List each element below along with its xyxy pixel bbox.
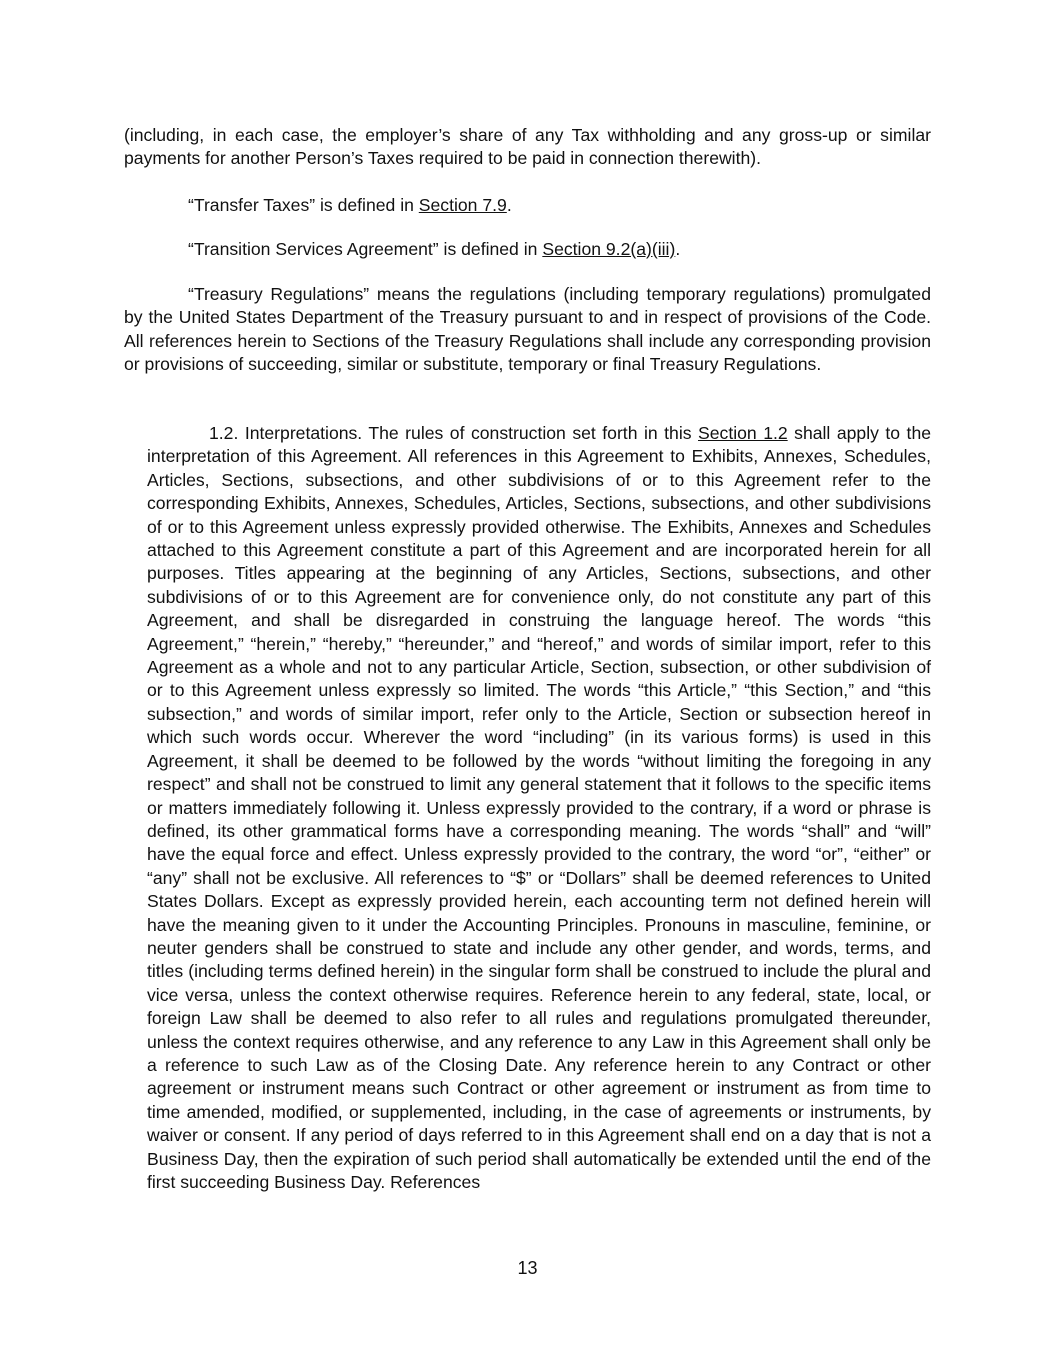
paragraph-interpretations [147, 422, 931, 1194]
section-9-2-a-iii-reference: Section 9.2(a)(iii) [542, 239, 676, 259]
paragraph-treasury-regulations-definition: “Treasury Regulations” means the regulations (including temporary regulations) promulgated by the United States Department of the Treasury pursuant to and in respect of provisions of the Code. All references herein to Sections of the Treasury Regulations shall include any corresponding provision or provisions of succeeding, similar or substitute, temporary or final Treasury Regulations. [124, 284, 931, 375]
tsa-text: “Transition Services Agreement” is defined in [188, 239, 543, 259]
section-1-2-reference: Section 1.2 [698, 423, 788, 443]
interpretations-heading: 1.2. Interpretations. [209, 423, 363, 443]
paragraph-transition-services-definition [124, 238, 931, 261]
paragraph-continuation: (including, in each case, the employer’s share of any Tax withholding and any gross-up or similar payments for another Person’s Taxes required to be paid in connection therewith). [124, 125, 931, 169]
section-7-9-reference: Section 7.9 [418, 195, 507, 215]
transfer-taxes-period: . [506, 195, 512, 215]
interpretations-text-start: The rules of construction set forth in this [362, 423, 699, 443]
page-number: 13 [517, 1258, 538, 1278]
transfer-taxes-text: “Transfer Taxes” is defined in [188, 195, 419, 215]
interpretations-text-body: shall apply to the interpretation of this Agreement. All references in this Agreement to Exhibits, Annexes, Schedules, Articles, Sections, subsections, and other subdivisions of or to this Agreement refer to the corresponding Exhibits, Annexes, Schedules, Articles, Sections, subsections, and other subdivisions of or to this Agreement unless expressly provided otherwise. The Exhibits, Annexes and Schedules attached to this Agreement constitute a part of this Agreement and are incorporated herein for all purposes. Titles appearing at the beginning of any Articles, Sections, subsections, and other subdivisions of or to this Agreement are for convenience only, do not constitute any part of this Agreement, and shall be disregarded in construing the language hereof. The words “this Agreement,” “herein,” “hereby,” “hereunder,” and “hereof,” and words of similar import, refer to this Agreement as a whole and not to any particular Article, Section, subsection, or other subdivision of or to this Agreement unless expressly so limited. The words “this Article,” “this Section,” and “this subsection,” and words of similar import, refer only to the Article, Section or subsection hereof in which such words occur. Wherever the word “including” (in its various forms) is used in this Agreement, it shall be deemed to be followed by the words “without limiting the foregoing in any respect” and shall not be construed to limit any general statement that it follows to the specific items or matters immediately following it. Unless expressly provided to the contrary, if a word or phrase is defined, its other grammatical forms have a corresponding meaning. The words “shall” and “will” have the equal force and effect. Unless expressly provided to the contrary, the word “or”, “either” or “any” shall not be exclusive. All references to “$” or “Dollars” shall be deemed references to United States Dollars. Except as expressly provided herein, each accounting term not defined herein will have the meaning given to it under the Accounting Principles. Pronouns in masculine, feminine, or neuter genders shall be construed to state and include any other gender, and words, terms, and titles (including terms defined herein) in the singular form shall be construed to include the plural and vice versa, unless the context otherwise requires. Reference herein to any federal, state, local, or foreign Law shall be deemed to also refer to all rules and regulations promulgated thereunder, unless the context requires otherwise, and any reference to any Law in this Agreement shall only be a reference to such Law as of the Closing Date. Any reference herein to any Contract or other agreement or instrument means such Contract or other agreement or instrument as from time to time amended, modified, or supplemented, including, in the case of agreements or instruments, by waiver or consent. If any period of days referred to in this Agreement shall end on a day that is not a Business Day, then the expiration of such period shall automatically be extended until the end of the first succeeding Business Day. References [147, 423, 932, 1192]
tsa-period: . [675, 239, 681, 259]
paragraph-transfer-taxes-definition [124, 194, 931, 217]
